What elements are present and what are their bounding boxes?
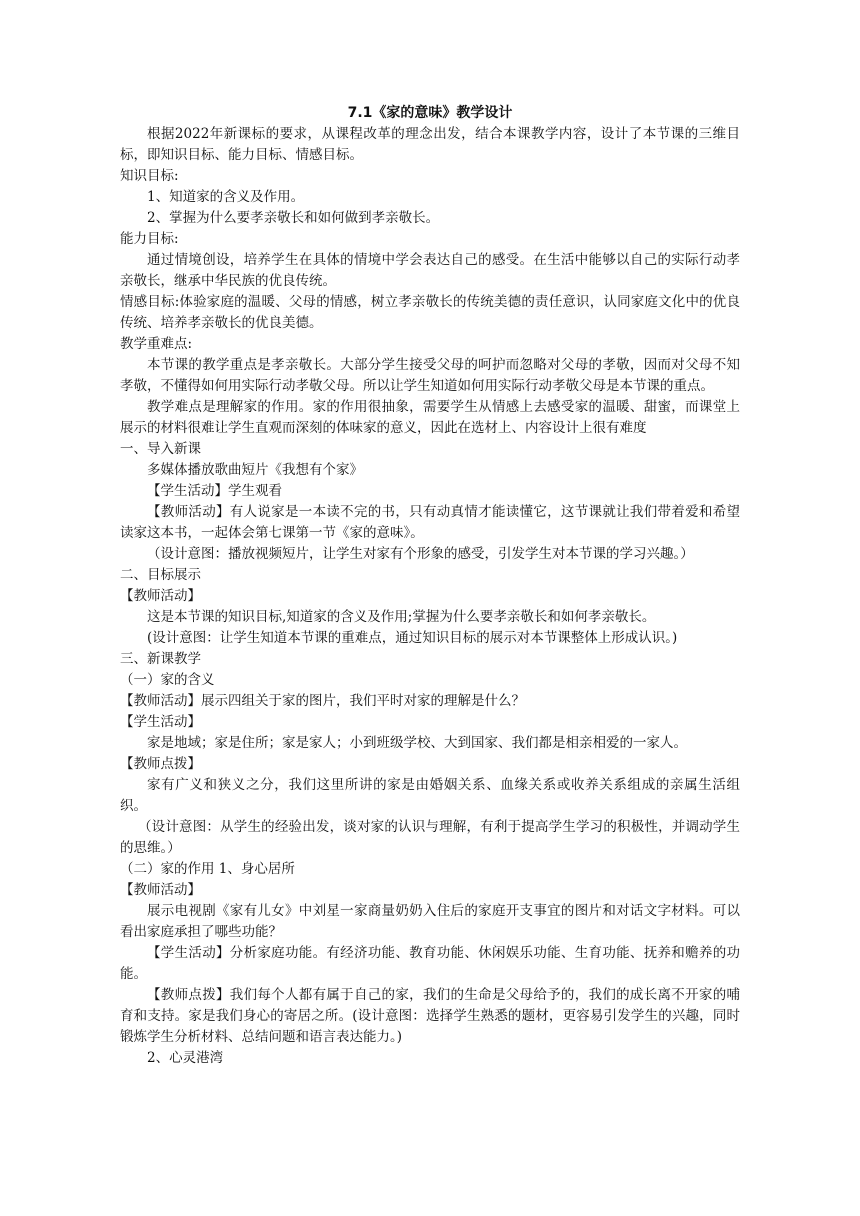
paragraph: 展示电视剧《家有儿女》中刘星一家商量奶奶入住后的家庭开支事宜的图片和对话文字材料。可以看出家庭承担了哪些功能？ — [120, 903, 740, 940]
document-body — [120, 103, 740, 1069]
paragraph: 家是地域；家是住所；家是家人；小到班级学校、大到国家、我们都是相亲相爱的一家人。 — [147, 735, 687, 751]
paragraph: 2、掌握为什么要孝亲敬长和如何做到孝亲敬长。 — [147, 210, 440, 226]
paragraph: 情感目标:体验家庭的温暖、父母的情感，树立孝亲敬长的传统美德的责任意识，认同家庭文化中的优良传统、培养孝亲敬长的优良美德。 — [120, 294, 740, 331]
paragraph: 【教师活动】展示四组关于家的图片，我们平时对家的理解是什么？ — [120, 693, 525, 709]
paragraph: (设计意图：让学生知道本节课的重难点，通过知识目标的展示对本节课整体上形成认识。) — [147, 630, 678, 646]
paragraph: 能力目标: — [120, 231, 179, 247]
paragraph: （设计意图：播放视频短片，让学生对家有个形象的感受，引发学生对本节课的学习兴趣。） — [147, 546, 694, 562]
paragraph: 2、心灵港湾 — [147, 1050, 224, 1066]
paragraph: 【学生活动】学生观看 — [147, 483, 282, 499]
paragraph: 三、新课教学 — [120, 651, 201, 667]
paragraph: 教学难点是理解家的作用。家的作用很抽象，需要学生从情感上去感受家的温暖、甜蜜，而课堂上展示的材料很难让学生直观而深刻的体味家的意义，因此在选材上、内容设计上很有难度 — [120, 399, 740, 436]
paragraph: 多媒体播放歌曲短片《我想有个家》 — [147, 462, 363, 478]
paragraph: 【教师点拨】我们每个人都有属于自己的家，我们的生命是父母给予的，我们的成长离不开家的哺育和支持。家是我们身心的寄居之所。(设计意图：选择学生熟悉的题材，更容易引发学生的兴趣，同时锻炼学生分析材料、总结问题和语言表达能力。) — [120, 987, 740, 1045]
paragraph: 【教师活动】 — [120, 588, 201, 604]
paragraph: （二）家的作用 1、身心居所 — [120, 861, 295, 877]
paragraph: （设计意图：从学生的经验出发，谈对家的认识与理解，有利于提高学生学习的积极性，并调动学生的思维。） — [120, 819, 740, 856]
paragraph: 根据2022年新课标的要求，从课程改革的理念出发，结合本课教学内容，设计了本节课的三维目标，即知识目标、能力目标、情感目标。 — [120, 126, 740, 163]
paragraph: 1、知道家的含义及作用。 — [147, 189, 305, 205]
paragraph: 知识目标: — [120, 168, 179, 184]
paragraph: （一）家的含义 — [120, 672, 215, 688]
paragraph: 【教师点拨】 — [120, 756, 201, 772]
paragraph: 这是本节课的知识目标,知道家的含义及作用;掌握为什么要孝亲敬长和如何孝亲敬长。 — [147, 609, 656, 625]
paragraph: 【学生活动】分析家庭功能。有经济功能、教育功能、休闲娱乐功能、生育功能、抚养和赡养的功能。 — [120, 945, 740, 982]
paragraph: 教学重难点: — [120, 336, 193, 352]
paragraph: 【教师活动】 — [120, 882, 201, 898]
paragraph-list — [120, 124, 740, 1069]
paragraph: 二、目标展示 — [120, 567, 201, 583]
paragraph: 本节课的教学重点是孝亲敬长。大部分学生接受父母的呵护而忽略对父母的孝敬，因而对父母不知孝敬，不懂得如何用实际行动孝敬父母。所以让学生知道如何用实际行动孝敬父母是本节课的重点。 — [120, 357, 740, 394]
paragraph: 【学生活动】 — [120, 714, 201, 730]
paragraph: 【教师活动】有人说家是一本读不完的书，只有动真情才能读懂它，这节课就让我们带着爱和希望读家这本书，一起体会第七课第一节《家的意味》。 — [120, 504, 740, 541]
paragraph: 家有广义和狭义之分，我们这里所讲的家是由婚姻关系、血缘关系或收养关系组成的亲属生活组织。 — [120, 777, 740, 814]
paragraph: 通过情境创设，培养学生在具体的情境中学会表达自己的感受。在生活中能够以自己的实际行动孝亲敬长，继承中华民族的优良传统。 — [120, 252, 740, 289]
document-title: 7.1《家的意味》教学设计 — [347, 105, 513, 121]
paragraph: 一、导入新课 — [120, 441, 201, 457]
